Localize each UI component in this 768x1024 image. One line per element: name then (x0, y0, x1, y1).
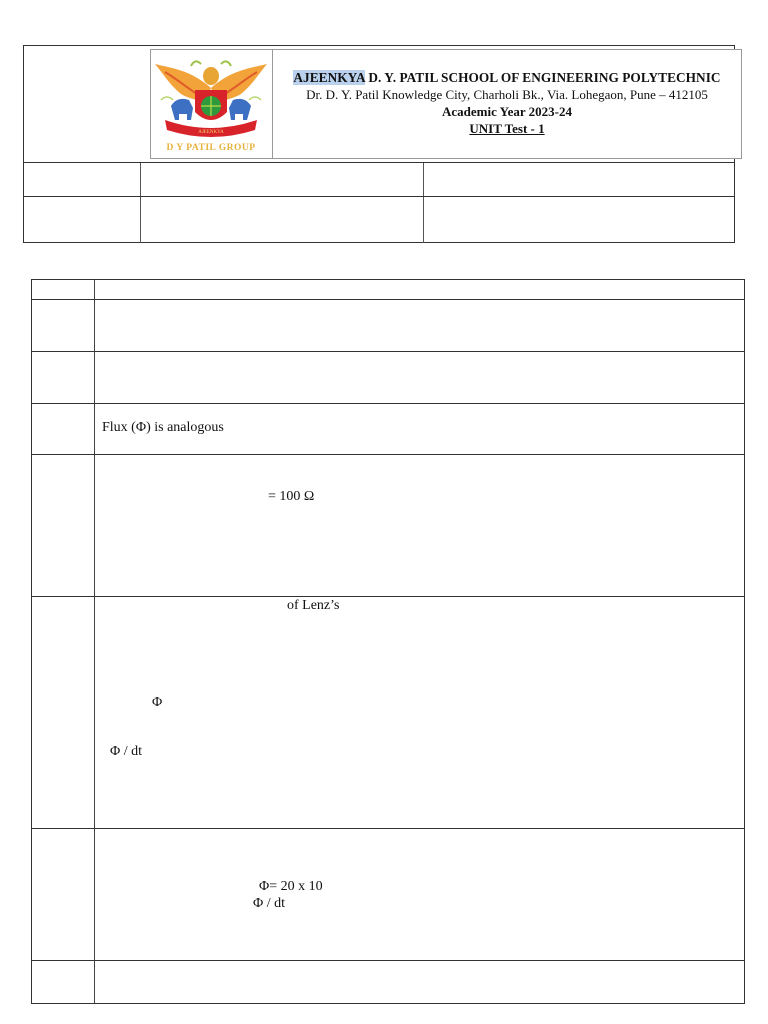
question-body-cell (95, 597, 744, 828)
header-cell (141, 163, 424, 196)
question-number-cell (32, 280, 95, 299)
answer-text: = 100 Ω (268, 489, 315, 504)
question-number-cell (32, 455, 95, 596)
question-body-cell (95, 352, 744, 403)
header-cell (424, 163, 734, 196)
table-row (32, 352, 744, 404)
question-number-cell (32, 352, 95, 403)
table-row (32, 829, 744, 961)
answer-text: Φ= 20 x 10 (259, 879, 323, 894)
header-cell (24, 163, 141, 196)
question-number-cell (32, 829, 95, 960)
question-body-cell (95, 455, 744, 596)
header-info-row (24, 197, 734, 243)
academic-year: Academic Year 2023-24 (442, 104, 572, 119)
question-body-cell (95, 961, 744, 1003)
institution-name (273, 70, 741, 86)
institution-address: Dr. D. Y. Patil Knowledge City, Charholi Bk., Via. Lohegaon, Pune – 412105 (306, 87, 708, 102)
table-row (32, 404, 744, 455)
question-body-cell (95, 404, 744, 454)
dy-patil-logo-icon (151, 50, 271, 158)
question-body-cell (95, 280, 744, 299)
question-number-cell (32, 300, 95, 351)
question-body-cell (95, 300, 744, 351)
answer-text: of Lenz’s (287, 598, 340, 613)
question-body-cell (95, 829, 744, 960)
question-number-cell (32, 404, 95, 454)
logo-cell (151, 50, 273, 158)
header-cell (141, 197, 424, 243)
question-text: Flux (Φ) is analogous (102, 420, 224, 435)
table-row (32, 597, 744, 829)
institution-name-rest: D. Y. PATIL SCHOOL OF ENGINEERING POLYTECHNIC (364, 70, 721, 85)
table-header-row (32, 280, 744, 300)
answer-text: Φ / dt (253, 896, 286, 911)
question-number-cell (32, 961, 95, 1003)
institution-banner (150, 49, 742, 159)
institution-name-highlighted: AJEENKYA (293, 70, 365, 85)
questions-table (31, 279, 745, 1004)
question-number-cell (32, 597, 95, 828)
exam-header (23, 45, 735, 243)
institution-title-block (273, 50, 741, 158)
header-info-row (24, 163, 734, 197)
table-row (32, 300, 744, 352)
svg-text:AJEENKYA: AJEENKYA (198, 130, 224, 135)
header-cell (24, 197, 141, 243)
header-top-row (24, 46, 734, 163)
test-title: UNIT Test - 1 (469, 121, 545, 136)
header-cell (424, 197, 734, 243)
table-row (32, 455, 744, 597)
table-row (32, 961, 744, 1003)
answer-text: Φ / dt (110, 744, 143, 759)
svg-text:D Y PATIL GROUP: D Y PATIL GROUP (166, 143, 256, 153)
flux-symbol-text: Φ (152, 695, 163, 710)
